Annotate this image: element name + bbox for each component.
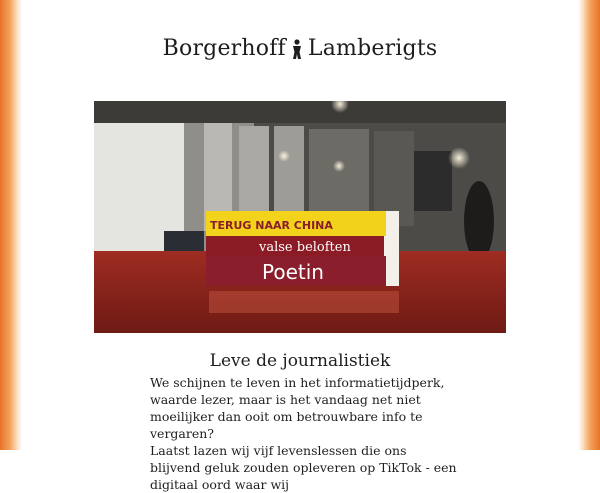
book-3-title: Poetin: [262, 260, 324, 284]
brand-figure-icon: [290, 38, 304, 60]
brand-name-left: Borgerhoff: [162, 36, 286, 61]
article-paragraph: We schijnen te leven in het informatietijdperk, waarde lezer, maar is het vandaag net niet moeilijker dan ooit om betrouwbare info te vergaren?: [150, 375, 445, 441]
brand-logo[interactable]: [0, 36, 600, 61]
hero-photo: [94, 101, 506, 333]
brand-name-right: Lamberigts: [307, 36, 438, 61]
right-edge-border: [578, 0, 600, 450]
left-edge-border: [0, 0, 22, 450]
article-paragraph: Laatst lazen wij vijf levenslessen die ons blijvend geluk zouden opleveren op TikTok - een digitaal oord waar wij: [150, 443, 457, 492]
hero-image[interactable]: [94, 101, 506, 333]
book-1-title: TERUG NAAR CHINA: [210, 219, 333, 232]
article-body: [150, 374, 460, 493]
article-title: Leve de journalistiek: [209, 351, 391, 371]
book-2-title: valse beloften: [259, 240, 351, 255]
